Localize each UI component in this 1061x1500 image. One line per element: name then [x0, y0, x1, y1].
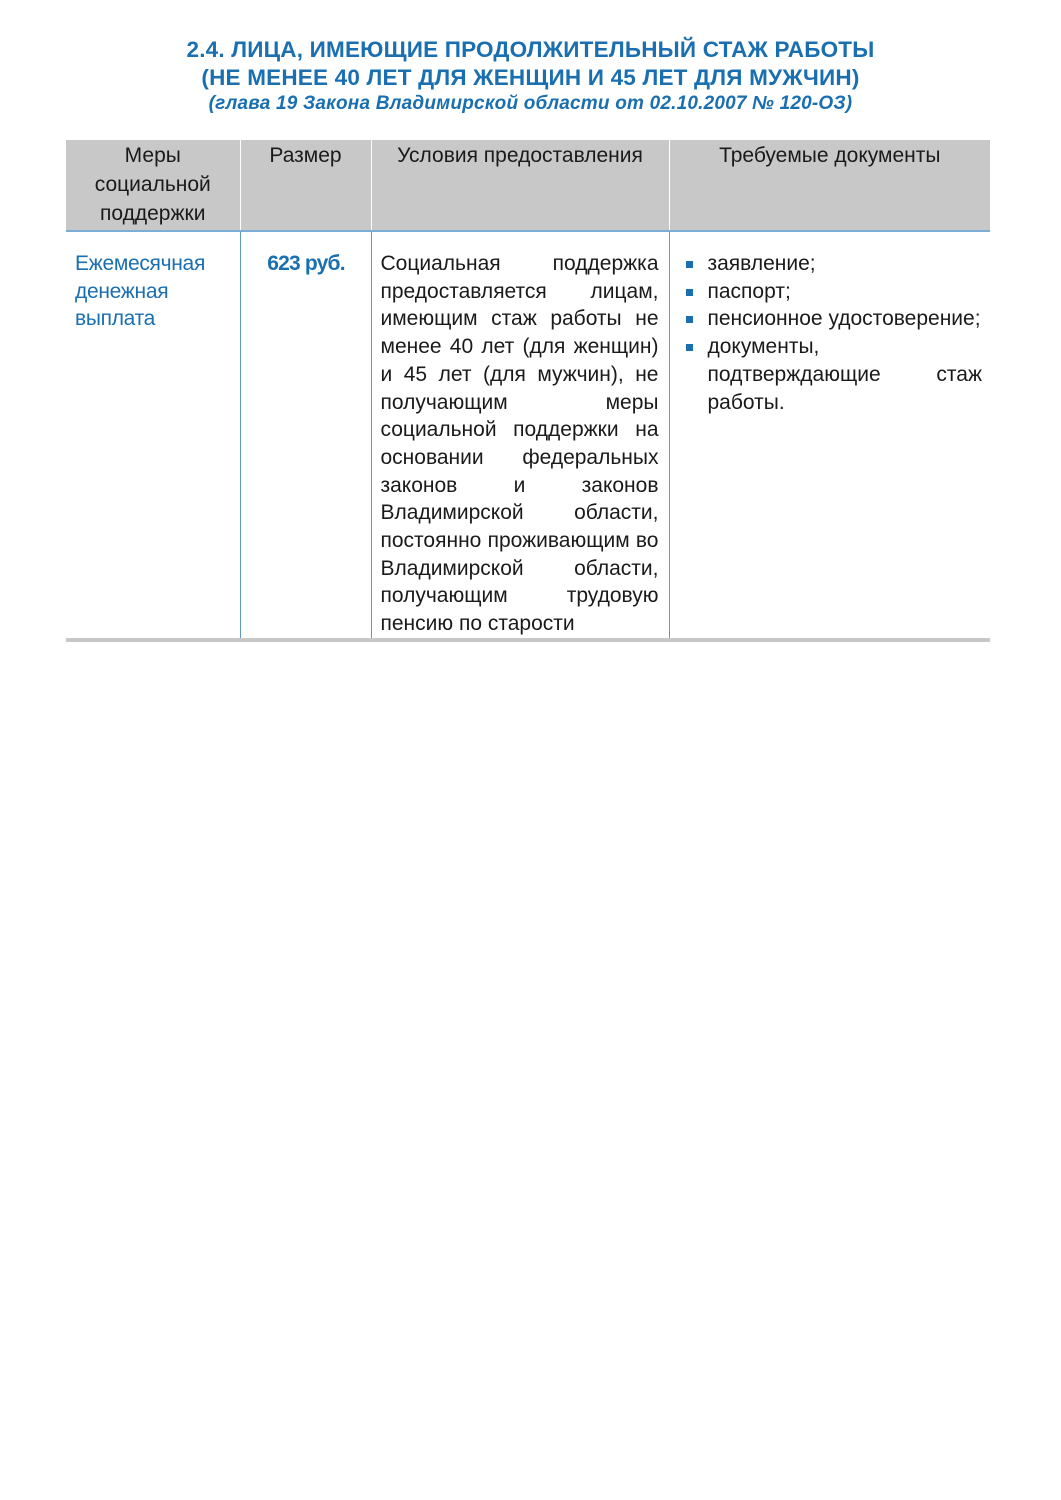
cell-measure: Ежемесячная денежная выплата [66, 231, 240, 640]
header-measures: Меры социальной поддержки [66, 140, 240, 231]
header-conditions: Условия предоставления [371, 140, 669, 231]
document-text: документы, подтверждающие стаж работы. [707, 335, 982, 414]
heading-law-reference: (глава 19 Закона Владимирской области от 02.10.2007 № 120-ОЗ) [208, 93, 853, 114]
support-measures-table [66, 140, 990, 642]
document-text: заявление; [707, 252, 816, 275]
list-item [684, 250, 983, 278]
header-documents: Требуемые документы [669, 140, 990, 231]
heading-title-line-2: (НЕ МЕНЕЕ 40 ЛЕТ ДЛЯ ЖЕНЩИН И 45 ЛЕТ ДЛЯ МУЖЧИН) [201, 65, 860, 90]
cell-documents [669, 231, 990, 640]
cell-amount: 623 руб. [240, 231, 371, 640]
page-heading [0, 36, 1061, 116]
square-bullet-icon [686, 289, 693, 296]
cell-conditions: Социальная поддержка предоставляется лицам, имеющим стаж работы не менее 40 лет (для женщин) и 45 лет (для мужчин), не получающим меры социальной поддержки на основании федеральных законов и законов Владимирской области, постоянно проживающим во Владимирской области, получающим трудовую пенсию по старости [371, 231, 669, 640]
list-item [684, 333, 983, 416]
table-row [66, 231, 990, 640]
list-item [684, 305, 983, 333]
square-bullet-icon [686, 316, 693, 323]
table-header-row [66, 140, 990, 231]
heading-title-line-1: 2.4. ЛИЦА, ИМЕЮЩИЕ ПРОДОЛЖИТЕЛЬНЫЙ СТАЖ РАБОТЫ [186, 37, 875, 62]
documents-list [684, 250, 983, 416]
document-text: паспорт; [707, 279, 791, 303]
square-bullet-icon [686, 261, 693, 268]
square-bullet-icon [686, 344, 693, 351]
document-text: пенсионное удостоверение; [707, 307, 981, 331]
list-item [684, 278, 983, 306]
header-amount: Размер [240, 140, 371, 231]
